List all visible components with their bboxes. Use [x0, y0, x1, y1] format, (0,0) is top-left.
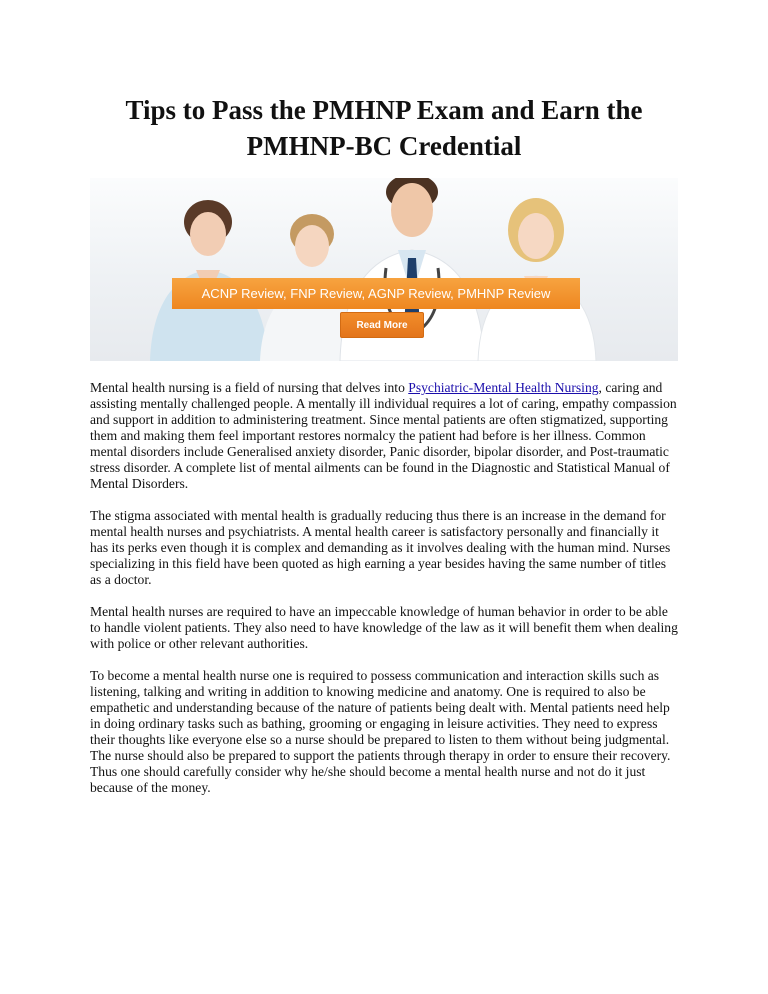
- paragraph-intro: [90, 380, 680, 492]
- paragraph-intro-end: , caring and assisting mentally challenged people. A mentally ill individual requires a lot of caring, empathy compassion and support in addition to administering treatment. Since mental patients are often stigmatized, supporting them and making them feel important restores normalcy the patient had before is her illness. Common mental disorders include Generalised anxiety disorder, Panic disorder, bipolar disorder, and Post-traumatic stress disorder. A complete list of mental ailments can be found in the Diagnostic and Statistical Manual of Mental Disorders.: [90, 380, 677, 491]
- banner-headline-bar: [172, 278, 580, 309]
- read-more-button[interactable]: [340, 312, 424, 338]
- psychiatric-nursing-link[interactable]: Psychiatric-Mental Health Nursing: [408, 380, 599, 395]
- page-title: Tips to Pass the PMHNP Exam and Earn the PMHNP-BC Credential: [125, 95, 643, 161]
- paragraph-requirements: To become a mental health nurse one is required to possess communication and interaction skills such as listening, talking and writing in addition to knowing medicine and anatomy. One is required to also be empathetic and understanding because of the nature of patients being dealt with. Mental patients need help in doing ordinary tasks such as bathing, grooming or engaging in leisure activities. They need to express their thoughts like everyone else so a nurse should be prepared to listen to them without being judgmental. The nurse should also be prepared to support the patients through therapy in order to ensure their recovery. Thus one should carefully consider why he/she should become a mental health nurse and not do it just because of the money.: [90, 668, 671, 795]
- article-body: [90, 380, 680, 812]
- banner-image[interactable]: [90, 178, 678, 361]
- read-more-label: Read More: [356, 319, 408, 331]
- paragraph-knowledge: Mental health nurses are required to have an impeccable knowledge of human behavior in order to be able to handle violent patients. They also need to have knowledge of the law as it will benefit them when dealing with police or other relevant authorities.: [90, 604, 678, 651]
- banner-headline: ACNP Review, FNP Review, AGNP Review, PMHNP Review: [201, 286, 551, 301]
- paragraph-stigma: The stigma associated with mental health is gradually reducing thus there is an increase in the demand for mental health nurses and psychiatrists. A mental health career is satisfactory personally and financially it has its perks even though it is complex and demanding as it involves dealing with the human mind. Nurses specializing in this field have been quoted as high earning a year besides having the same number of titles as a doctor.: [90, 508, 671, 587]
- paragraph-intro-start: Mental health nursing is a field of nursing that delves into: [90, 380, 409, 395]
